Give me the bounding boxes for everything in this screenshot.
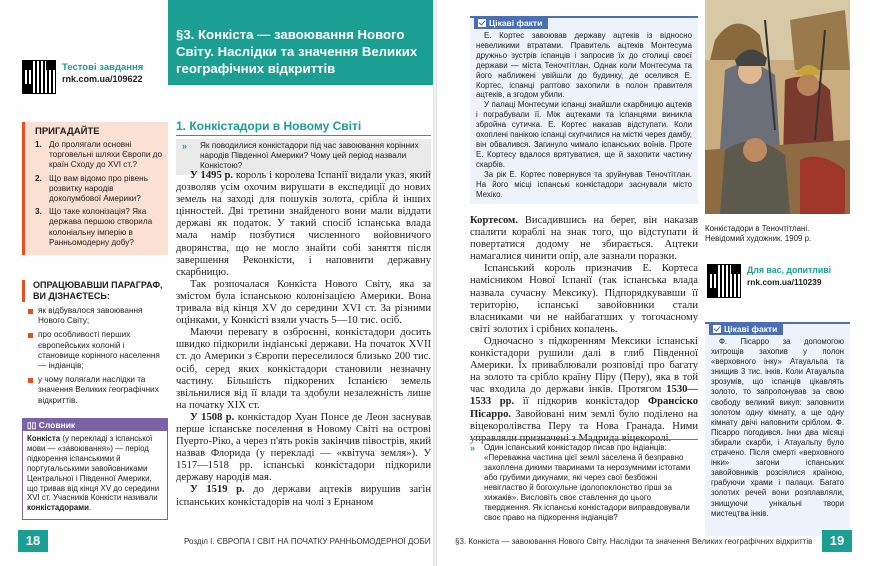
glossary-text: Конкіста (у перекладі з іспанської мови — «завоювання») — період підкорення іспанськими й португальськими завойовниками Центральної і Південної Америки, що тривав від кінця XV до середини XVI ст. Учасників Конкісти називали конкістадорами. [27,434,160,513]
book-icon: ▯▯ [27,420,39,430]
learning-goal-item: про особливості перших європейських колоній і становище корінного населення — індіанців; [28,330,168,371]
question-box: » Як поводилися конкістадори під час завоювання корінних народів Південної Америки? Чому цей період назвали Конкістою? [176,139,431,175]
page-footer: §3. Конкіста — завоювання Нового Світу. Наслідки та значення Великих географічних відкриттів [455,537,813,546]
section-title: §3. Конкіста — завоювання Нового Світу. Наслідки та значення Великих географічних відкриттів [176,27,418,76]
learning-goals-title: ОПРАЦЮВАВШИ ПАРАГРАФ, ВИ ДІЗНАЄТЕСЬ: [22,280,168,302]
paragraph: Кортесом. Висадившись на берег, він наказав спалити кораблі на знак того, що відступати й повертатися додому не збирається. Ацтеки намагалися чинити опір, але зазнали поразки. [470,215,698,263]
right-text-column [470,215,698,445]
remember-title: ПРИГАДАЙТЕ [35,126,100,137]
curious-link[interactable] [705,262,850,304]
paragraph: Маючи перевагу в озброєнні, конкістадори досить швидко підкорили індіанські держави. На початок XVII ст. до Америки з Європи переселилося близько 200 тис. осіб, серед яких конкістадори становили незначну частину. Більшість підкорених Іспанією земель звільнилися від її влади та здобули незалежність лише на початку XIX ст. [176,327,431,411]
qr-code-icon [707,264,741,298]
page-footer: Розділ І. ЄВРОПА І СВІТ НА ПОЧАТКУ РАННЬОМОДЕРНОЇ ДОБИ [184,537,431,546]
painting-illustration [705,0,850,214]
facts-title: Цікаві факти [709,323,783,335]
double-arrow-icon: » [470,443,476,453]
test-tasks-url[interactable]: rnk.com.ua/109622 [62,74,143,84]
paragraph: Так розпочалася Конкіста Нового Світу, яка за змістом була іспанською колонізацією Америки. Вона тривала від кінця XV до середини XVI ст. За різними оцінками, у Конкісті взяли участь 5—10 тис. осіб. [176,278,431,327]
facts-text: Е. Кортес завоював державу ацтеків із відносно невеликими втратами. Правитель ацтеків Монтесума дружньо зустрів іспанців і запросив їх до столиці своєї держави — міста Теночтітлан. Однак коли Монтесума та його наближені увійшли до будинку, де оселився Е. Кортес, іспанці раптово захопили в полон правителя ацтеків, а згодом убили. У палаці Монтесуми іспанці знайшли скарбницю ацтеків і пограбували її. Між ацтеками та іспанцями виникла збройна сутичка. Е. Кортес наказав відступати. Коли охоплені панікою іспанці скупчилися на місткі через дамбу, він обвалився. Загинуло чимало іспанських воїнів. Проте Е. Кортесу вдалося врятуватися, ще й захопити частину скарбів. За рік Е. Кортес повернувся та зруйнував Теночтітлан. На його місці іспанські конкістадори заснували місто Мехіко. [476,31,692,199]
curious-label: Для вас, допитливі [747,265,832,275]
glossary-title: ▯▯ Словник [23,419,167,431]
facts-box-2 [705,322,850,536]
test-tasks-label: Тестові завдання [62,62,144,73]
learning-goal-item: як відбувалося завоювання Нового Світу; [28,306,168,326]
curious-url[interactable]: rnk.com.ua/110239 [747,277,822,287]
facts-text: Ф. Пісарро за допомогою хитрощів захопив у полон «верховного інку» Атауальпа та знищив 3 тис. інків. Коли Атауальпа зрозумів, що іспанців цікавлять золото, то запропонував за свою свободу великий викуп: заповнити золотом одну кімнату, а ще одну кімнату двічі наповнити сріблом. Ф. Пісарро погодився. Інки два місяці збирали скарби, і Атауальпу було страчено. Після смерті «верховного інки» загони іспанських завойовників розсіялися країною, грабуючи храми і палаци. Багато золотих речей вони розплавляли, знищуючи унікальні твори мистецтва інків. [711,337,844,518]
checkbox-icon [713,325,721,333]
facts-title: Цікаві факти [474,17,548,29]
remember-item: 1. До пролягали основні торговельні шляхи Європи до країн Сходу до XVI ст.? [35,140,162,170]
remember-item: 2. Що вам відомо про рівень розвитку народів доколумбової Америки? [35,173,148,204]
page-number: 19 [822,530,852,552]
paragraph: У 1519 р. до держави ацтеків вирушив загін іспанських конкістадорів на чолі з Ернаном [176,484,431,508]
paragraph: Одночасно з підкоренням Мексики іспанські конкістадори рушили далі в глиб Південної Америки. Їх приваблювали розповіді про багату на золото та срібло країну Піру (Перу), яка в той час входила до держави інків. Протягом 1530—1533 рр. її підкорив конкістадор Франсіско Пісарро. Завойовані ним землі було поділено на віцекоролівства Перу та Нова Гранада. Ними управляли призначені з Мадрида віцекоролі. [470,335,698,444]
page-number: 18 [18,530,48,552]
learning-goal-item: у чому полягали наслідки та значення Великих географічних відкриттів. [28,375,168,406]
conquistadors-painting [705,0,850,214]
source-quote-task: » Один іспанський конкістадор писав про індіанців: «Переважна частина цієї землі заселена й безправно захоплена дикими тваринами та нерозумними істотами або грубими дикунами, які через свої безбожні невіглаcтво й богохульне ідолопоклонство гірші за хижаків». Висловіть своє ставлення до цього твердження. Як іспанські конкістадори виправдовували своє право на підкорення індіанців? [470,439,698,523]
facts-box [470,16,698,204]
checkbox-icon [478,19,486,27]
painting-caption: Конкістадори в Теночтітлані. Невідомий художник. 1909 р. [705,224,812,243]
paragraph: У 1495 р. король і королева Іспанії видали указ, який дозволяв усім охочим вирушати в експедиції до нових земель на заході для пошуків золота, срібла й інших цінностей. Дві третини знайденого вони мали віддати державі як податок. У такий спосіб іспанська влада мала намір позбутися численного войовничого дворянства, що не могло знайти собі заняття після завершення Реконкісти, і наповнити державну скарбницю. [176,170,431,278]
paragraph: Іспанський король призначив Е. Кортеса намісником Нової Іспанії (так іспанська влада назвала сучасну Мексику). Підпорядкувавши її територію, іспанські завойовники стали власниками чи не найбагатших у тогочасному світі золотих і срібних копалень. [470,263,698,335]
remember-item: 3. Що таке колонізація? Яка держава першою створила колоніальну імперію в Ранньомодерну добу? [35,207,153,247]
double-arrow-icon: » [182,141,188,151]
subsection-title: 1. Конкістадори в Новому Світі [176,119,362,133]
paragraph: У 1508 р. конкістадор Хуан Понсе де Леон заснував перше іспанське поселення в Новому Світі на острові Пуерто-Ріко, а через п'ять років закінчив півострів, який назвав Флорида (у перекладі — «квітуча земля»). У 1517—1518 рр. іспанські конкістадори підкорили державу народів мая. [176,411,432,484]
